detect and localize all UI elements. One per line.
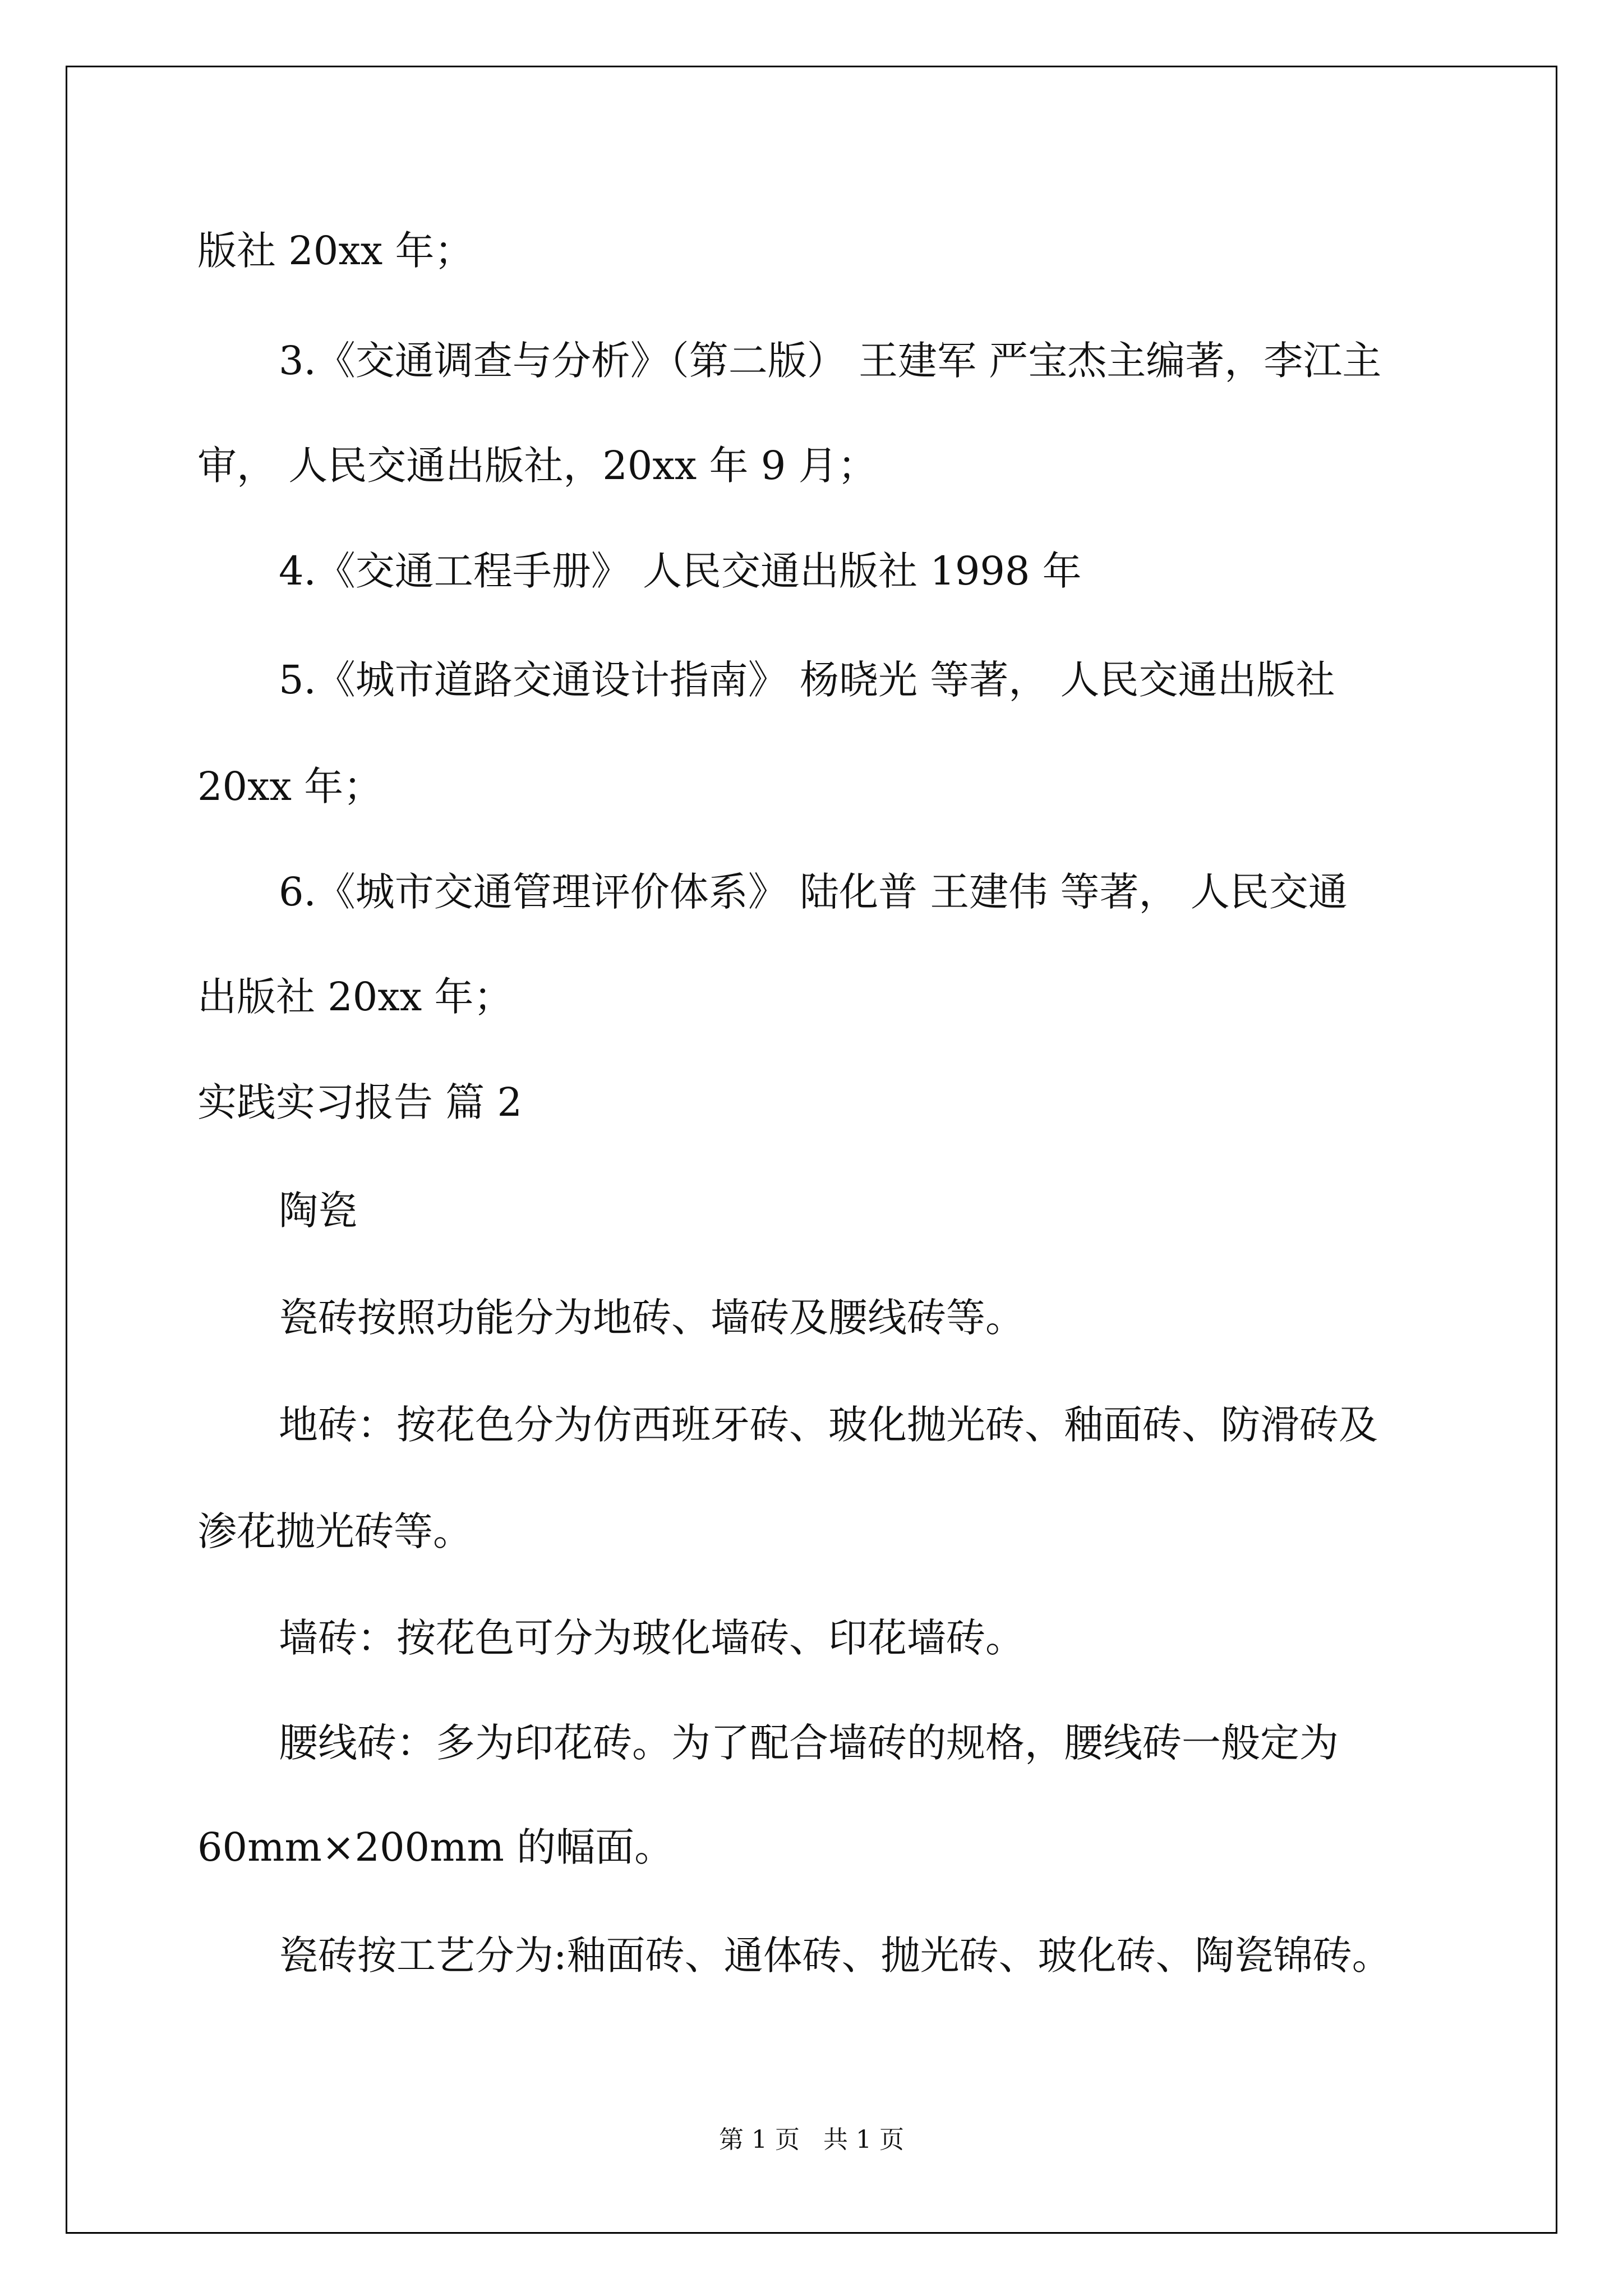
text-line: 地砖：按花色分为仿西班牙砖、玻化抛光砖、釉面砖、防滑砖及 xyxy=(279,1402,1378,1448)
text-line: 陶瓷 xyxy=(279,1188,357,1234)
text-line: 6.《城市交通管理评价体系》 陆化普 王建伟 等著， 人民交通 xyxy=(279,869,1348,915)
text-line: 4.《交通工程手册》 人民交通出版社 1998 年 xyxy=(279,548,1082,594)
page-border xyxy=(66,66,1557,2234)
text-line: 20xx 年； xyxy=(197,763,383,809)
text-line: 3.《交通调查与分析》（第二版） 王建军 严宝杰主编著，李江主 xyxy=(279,338,1382,384)
text-line: 5.《城市道路交通设计指南》 杨晓光 等著， 人民交通出版社 xyxy=(279,657,1335,703)
text-line: 腰线砖：多为印花砖。为了配合墙砖的规格，腰线砖一般定为 xyxy=(279,1720,1339,1766)
text-line: 版社 20xx 年； xyxy=(197,228,474,274)
page-footer: 第 1 页 共 1 页 xyxy=(719,2125,904,2154)
text-line: 出版社 20xx 年； xyxy=(197,974,513,1020)
text-line: 60mm×200mm 的幅面。 xyxy=(197,1824,674,1870)
text-line: 审， 人民交通出版社，20xx 年 9 月； xyxy=(197,443,877,489)
section-heading: 实践实习报告 篇 2 xyxy=(197,1079,523,1125)
text-line: 瓷砖按工艺分为:釉面砖、通体砖、抛光砖、玻化砖、陶瓷锦砖。 xyxy=(279,1932,1391,1978)
text-line: 墙砖：按花色可分为玻化墙砖、印花墙砖。 xyxy=(279,1615,1025,1661)
text-line: 瓷砖按照功能分为地砖、墙砖及腰线砖等。 xyxy=(279,1295,1025,1341)
text-line: 渗花抛光砖等。 xyxy=(197,1508,472,1554)
